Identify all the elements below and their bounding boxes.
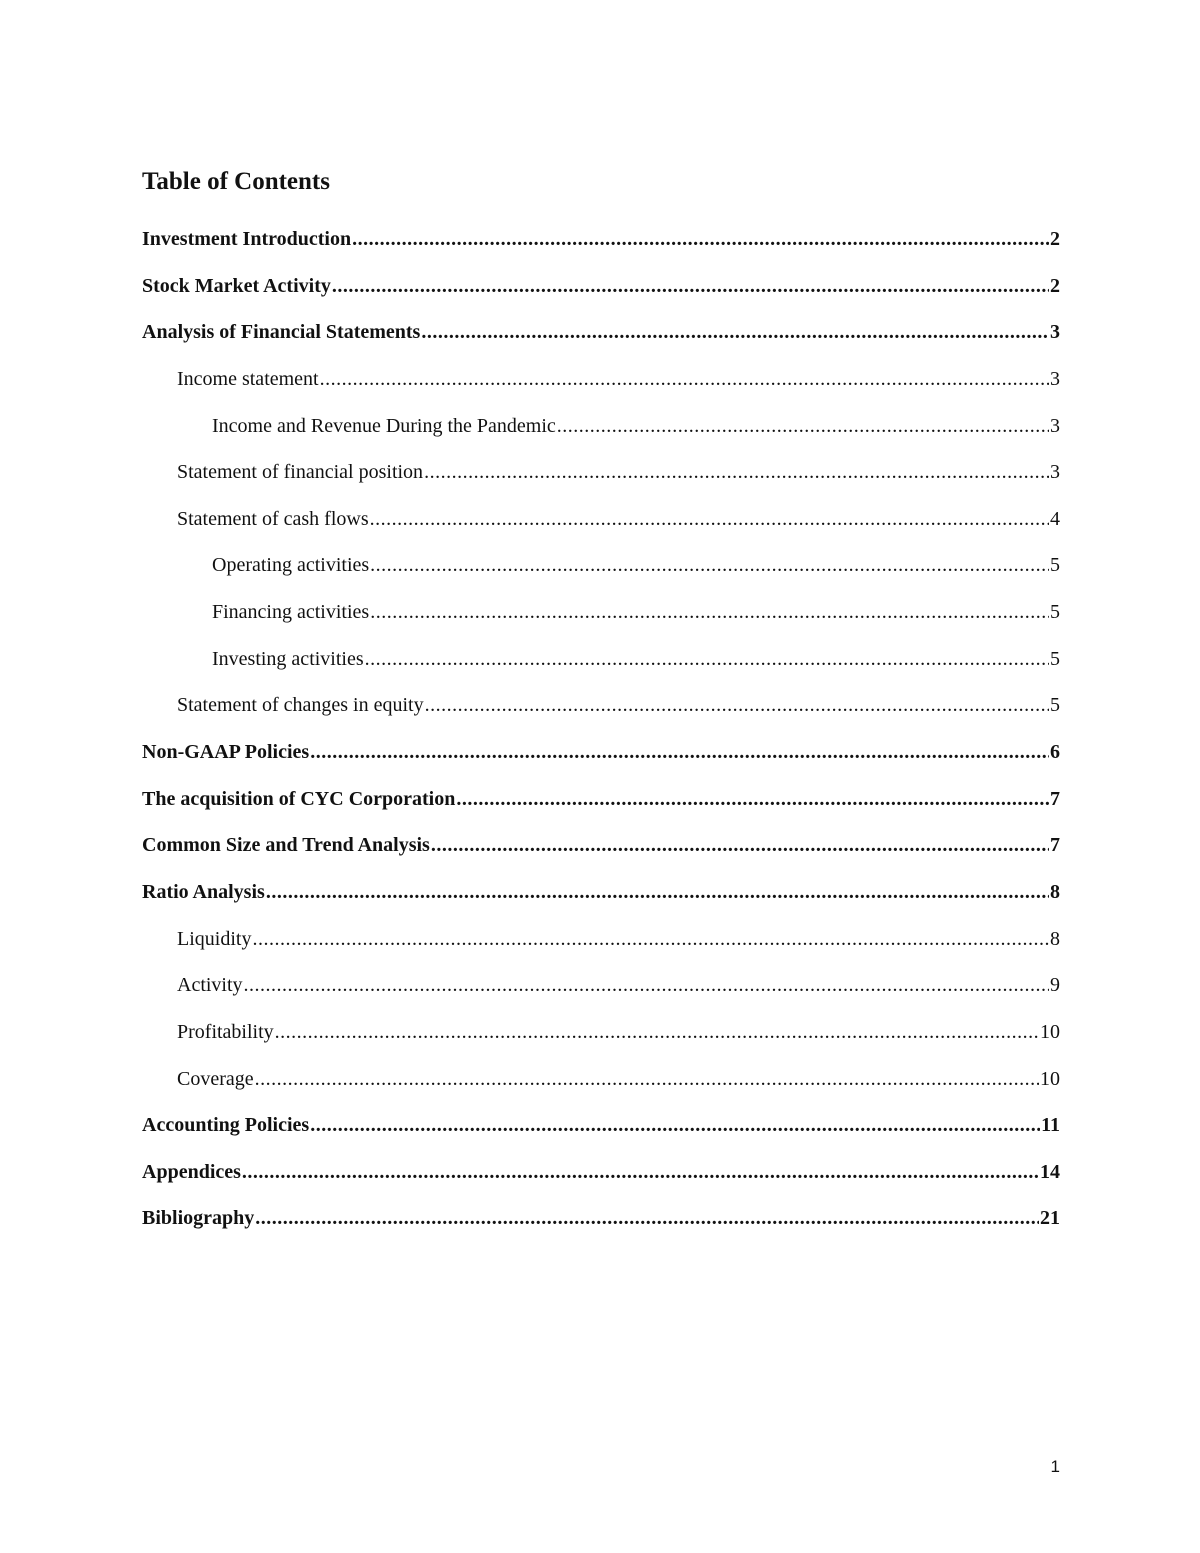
toc-page-number[interactable]: 5 xyxy=(1050,647,1060,670)
toc-entry-financing-activities[interactable] xyxy=(142,596,1060,643)
toc-entry-investment-introduction[interactable] xyxy=(142,223,1060,270)
toc-entry-label[interactable]: Statement of cash flows xyxy=(177,507,369,530)
dot-leader xyxy=(320,363,1049,395)
toc-entry-label[interactable]: Ratio Analysis xyxy=(142,880,265,903)
toc-page-number[interactable]: 8 xyxy=(1050,927,1060,950)
toc-entry-label[interactable]: Common Size and Trend Analysis xyxy=(142,834,430,857)
toc-entry-coverage[interactable] xyxy=(142,1063,1060,1110)
dot-leader xyxy=(275,1016,1039,1048)
toc-entry-label[interactable]: Income statement xyxy=(177,367,319,390)
toc-entry-label[interactable]: Stock Market Activity xyxy=(142,274,331,297)
dot-leader xyxy=(310,736,1049,768)
toc-entry-common-size-and-trend-analysis[interactable] xyxy=(142,829,1060,876)
dot-leader xyxy=(421,316,1049,348)
toc-entry-label[interactable]: Activity xyxy=(177,974,243,997)
toc-entry-statement-of-cash-flows[interactable] xyxy=(142,503,1060,550)
dot-leader xyxy=(252,923,1049,955)
toc-page-number[interactable]: 11 xyxy=(1041,1114,1060,1137)
toc-entry-label[interactable]: Non-GAAP Policies xyxy=(142,741,310,764)
toc-page-number[interactable]: 8 xyxy=(1050,880,1060,903)
toc-entry-liquidity[interactable] xyxy=(142,923,1060,970)
toc-entry-statement-of-changes-in-equity[interactable] xyxy=(142,689,1060,736)
dot-leader xyxy=(266,876,1049,908)
toc-page-number[interactable]: 10 xyxy=(1040,1020,1060,1043)
toc-entry-label[interactable]: Coverage xyxy=(177,1067,254,1090)
toc-entry-label[interactable]: Bibliography xyxy=(142,1207,255,1230)
toc-entry-acquisition-of-cyc-corporation[interactable] xyxy=(142,783,1060,830)
toc-entry-label[interactable]: Appendices xyxy=(142,1160,241,1183)
toc-page-number[interactable]: 7 xyxy=(1050,787,1060,810)
dot-leader xyxy=(557,410,1049,442)
dot-leader xyxy=(424,456,1049,488)
dot-leader xyxy=(255,1063,1039,1095)
toc-page-number[interactable]: 4 xyxy=(1050,507,1060,530)
toc-page-number[interactable]: 2 xyxy=(1050,228,1060,250)
toc-page-number[interactable]: 14 xyxy=(1040,1160,1060,1183)
toc-entry-label[interactable]: Liquidity xyxy=(177,927,252,950)
toc-page-number[interactable]: 3 xyxy=(1050,461,1060,484)
toc-title: Table of Contents xyxy=(142,168,330,195)
toc-entry-label[interactable]: Operating activities xyxy=(212,554,370,577)
toc-page-number[interactable]: 10 xyxy=(1040,1067,1060,1090)
toc-entry-label[interactable]: Profitability xyxy=(177,1020,274,1043)
toc-entry-bibliography[interactable] xyxy=(142,1202,1060,1249)
toc-page-number[interactable]: 21 xyxy=(1040,1207,1060,1230)
toc-page-number[interactable]: 9 xyxy=(1050,974,1060,997)
toc-entry-ratio-analysis[interactable] xyxy=(142,876,1060,923)
toc-entry-appendices[interactable] xyxy=(142,1156,1060,1203)
dot-leader xyxy=(370,596,1049,628)
toc-page-number[interactable]: 3 xyxy=(1050,367,1060,390)
toc-entry-label[interactable]: Accounting Policies xyxy=(142,1114,310,1137)
dot-leader xyxy=(310,1109,1040,1141)
dot-leader xyxy=(244,969,1049,1001)
toc-entry-label[interactable]: The acquisition of CYC Corporation xyxy=(142,787,456,810)
dot-leader xyxy=(352,223,1049,255)
toc-entry-non-gaap-policies[interactable] xyxy=(142,736,1060,783)
toc-entry-profitability[interactable] xyxy=(142,1016,1060,1063)
dot-leader xyxy=(365,643,1049,675)
toc-entry-income-statement[interactable] xyxy=(142,363,1060,410)
dot-leader xyxy=(431,829,1049,861)
toc-page-number[interactable]: 3 xyxy=(1050,414,1060,437)
toc-page-number[interactable]: 6 xyxy=(1050,741,1060,764)
toc-page-number[interactable]: 3 xyxy=(1050,321,1060,344)
toc-entry-investing-activities[interactable] xyxy=(142,643,1060,690)
toc-page-number[interactable]: 7 xyxy=(1050,834,1060,857)
toc-entry-accounting-policies[interactable] xyxy=(142,1109,1060,1156)
page-number: 1 xyxy=(1050,1457,1060,1476)
toc-page-number[interactable]: 2 xyxy=(1050,274,1060,297)
toc-entry-label[interactable]: Financing activities xyxy=(212,601,370,624)
toc-entry-analysis-of-financial-statements[interactable] xyxy=(142,316,1060,363)
dot-leader xyxy=(242,1156,1039,1188)
toc-entry-statement-of-financial-position[interactable] xyxy=(142,456,1060,503)
toc-entry-income-and-revenue-during-the-pandemic[interactable] xyxy=(142,410,1060,457)
toc-page-number[interactable]: 5 xyxy=(1050,694,1060,717)
toc-page-number[interactable]: 5 xyxy=(1050,554,1060,577)
table-of-contents xyxy=(142,223,1060,1249)
toc-entry-label[interactable]: Investing activities xyxy=(212,647,364,670)
toc-entry-label[interactable]: Statement of changes in equity xyxy=(177,694,424,717)
dot-leader xyxy=(370,549,1049,581)
dot-leader xyxy=(425,689,1049,721)
toc-entry-operating-activities[interactable] xyxy=(142,549,1060,596)
toc-entry-label[interactable]: Income and Revenue During the Pandemic xyxy=(212,414,556,437)
toc-entry-label[interactable]: Investment Introduction xyxy=(142,228,352,250)
dot-leader xyxy=(456,783,1049,815)
toc-entry-activity[interactable] xyxy=(142,969,1060,1016)
toc-page-number[interactable]: 5 xyxy=(1050,601,1060,624)
toc-entry-label[interactable]: Analysis of Financial Statements xyxy=(142,321,421,344)
dot-leader xyxy=(332,270,1049,302)
toc-entry-stock-market-activity[interactable] xyxy=(142,270,1060,317)
dot-leader xyxy=(370,503,1049,535)
dot-leader xyxy=(255,1202,1039,1234)
toc-entry-label[interactable]: Statement of financial position xyxy=(177,461,424,484)
